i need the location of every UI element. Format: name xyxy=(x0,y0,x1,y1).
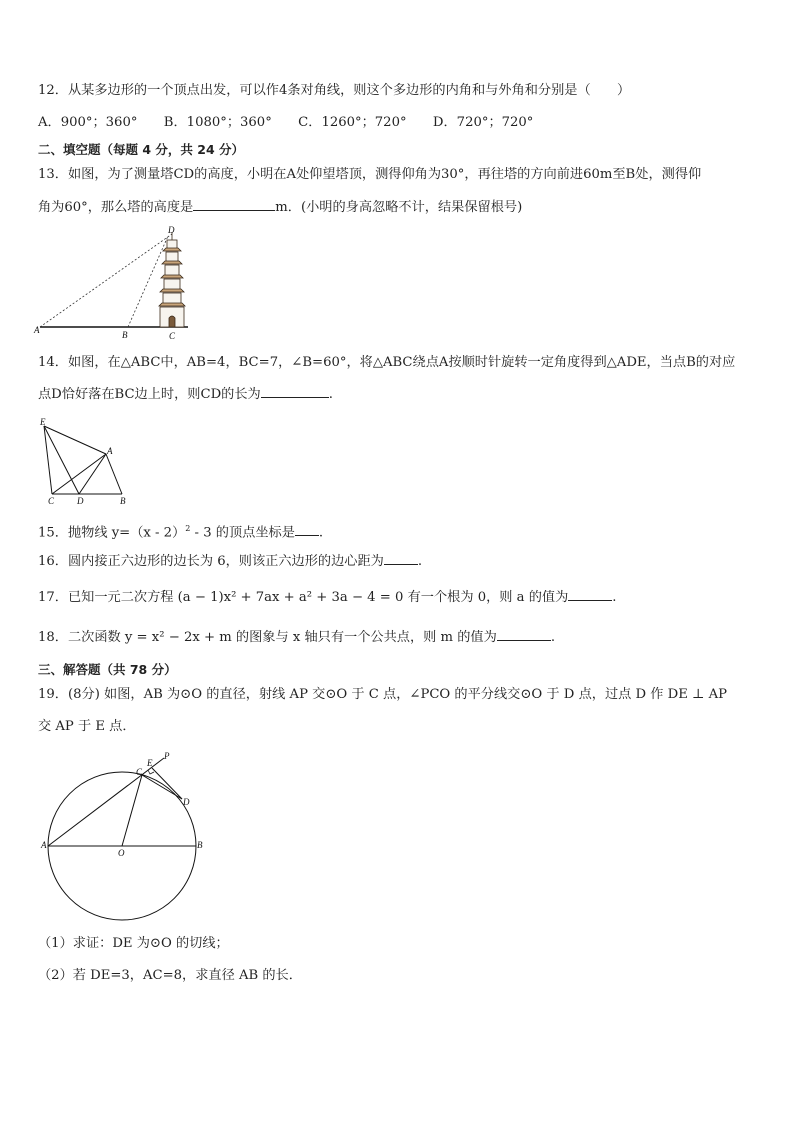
q19-label-b: B xyxy=(197,840,203,850)
q18-text-a: 18．二次函数 y = x² − 2x + m 的图象与 x 轴只有一个公共点，则 m 的值为 xyxy=(38,630,497,645)
q19-line2: 交 AP 于 E 点． xyxy=(38,719,136,734)
section3-title: 三、解答题（共 78 分） xyxy=(38,662,177,677)
q18-answer-blank[interactable] xyxy=(497,628,551,641)
q13-line1: 13．如图，为了测量塔CD的高度，小明在A处仰望塔顶，测得仰角为30°，再往塔的方向前进60m至B处，测得仰 xyxy=(38,167,702,182)
q13-label-a: A xyxy=(34,325,40,335)
q14-label-a: A xyxy=(107,446,113,456)
q19-line1: 19．(8分) 如图，AB 为⊙O 的直径，射线 AP 交⊙O 于 C 点，∠PCO 的平分线交⊙O 于 D 点，过点 D 作 DE ⊥ AP xyxy=(38,687,728,702)
q14-line2-b: . xyxy=(328,387,333,402)
q19-part1: （1）求证：DE 为⊙O 的切线； xyxy=(38,936,229,951)
q14-label-e: E xyxy=(40,417,46,427)
q13-line2-a: 角为60°，那么塔的高度是 xyxy=(38,200,194,215)
q15-answer-blank[interactable] xyxy=(295,523,319,536)
q13-tower-figure xyxy=(30,224,200,348)
q12-stem: 12．从某多边形的一个顶点出发，可以作4条对角线，则这个多边形的内角和与外角和分别是（ ） xyxy=(38,83,631,98)
q19-label-p: P xyxy=(164,751,170,761)
q17-answer-blank[interactable] xyxy=(568,588,612,601)
q14-rotation-figure xyxy=(36,416,146,512)
q19-label-o: O xyxy=(118,848,125,858)
section2-title: 二、填空题（每题 4 分，共 24 分） xyxy=(38,142,245,157)
q14-answer-blank[interactable] xyxy=(261,385,329,398)
q16-line xyxy=(38,552,422,571)
q14-line2-a: 点D恰好落在BC边上时，则CD的长为 xyxy=(38,387,261,402)
q16-text-b: . xyxy=(417,554,423,569)
q19-label-a: A xyxy=(41,840,47,850)
q15-sup: 2 xyxy=(185,524,191,533)
q19-label-e: E xyxy=(147,758,153,768)
q13-label-b: B xyxy=(122,330,128,340)
q14-label-d: D xyxy=(77,496,84,506)
q15-text-a: 15．抛物线 y=（x - 2） xyxy=(38,525,186,541)
q14-label-b: B xyxy=(120,496,126,506)
q13-line2-b: m．(小明的身高忽略不计，结果保留根号) xyxy=(275,200,523,215)
q13-label-c: C xyxy=(169,331,176,341)
q16-text-a: 16．圆内接正六边形的边长为 6，则该正六边形的边心距为 xyxy=(38,554,384,569)
q19-circle-figure xyxy=(38,748,218,932)
q13-line2 xyxy=(38,198,522,217)
q13-label-d: D xyxy=(168,225,175,235)
q17-text-b: . xyxy=(612,590,617,605)
q15-text-b: - 3 的顶点坐标是 xyxy=(190,525,295,541)
q16-answer-blank[interactable] xyxy=(384,552,418,565)
q19-label-c: C xyxy=(136,767,143,777)
q15-text-c: . xyxy=(318,525,324,541)
q13-answer-blank[interactable] xyxy=(193,198,275,211)
q18-text-b: . xyxy=(550,630,556,645)
q15-line xyxy=(38,520,323,542)
q12-options: A．900°；360° B．1080°；360° C．1260°；720° D．720°；720° xyxy=(38,115,534,130)
q14-line1: 14．如图，在△ABC中，AB=4，BC=7，∠B=60°，将△ABC绕点A按顺时针旋转一定角度得到△ADE，当点B的对应 xyxy=(38,355,736,370)
q18-line xyxy=(38,628,555,647)
q17-text-a: 17．已知一元二次方程 (a − 1)x² + 7ax + a² + 3a − 4 = 0 有一个根为 0，则 a 的值为 xyxy=(38,590,569,605)
q14-label-c: C xyxy=(48,496,55,506)
q14-line2 xyxy=(38,385,333,404)
q19-part2: （2）若 DE=3，AC=8，求直径 AB 的长． xyxy=(38,968,302,983)
q17-line xyxy=(38,588,617,607)
q19-label-d: D xyxy=(183,797,190,807)
